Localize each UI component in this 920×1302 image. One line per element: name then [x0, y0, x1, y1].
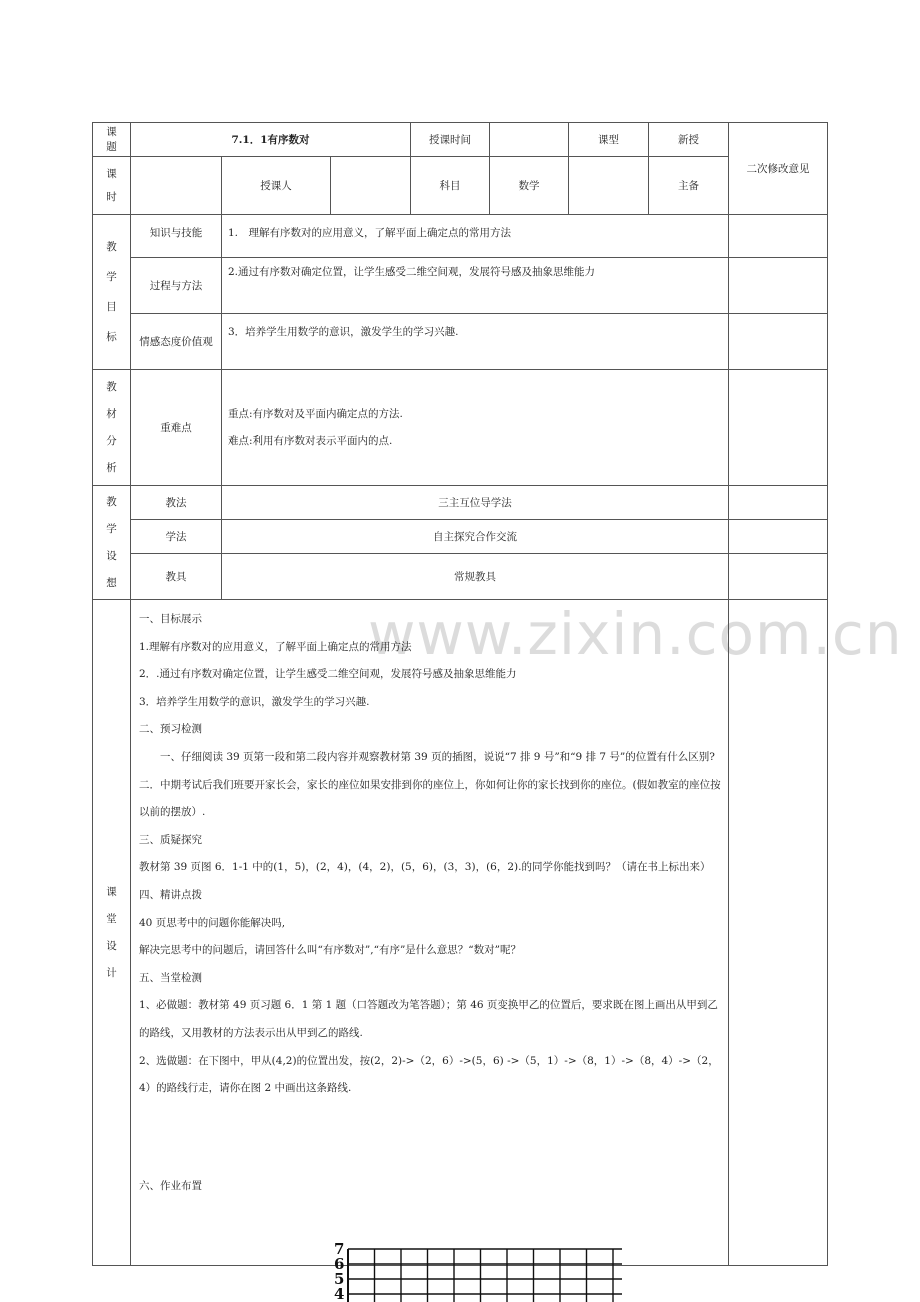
objective-row — [93, 215, 828, 258]
analysis-row — [93, 370, 828, 486]
coordinate-grid — [322, 1240, 622, 1302]
subject-value: 数学 — [490, 157, 569, 215]
design-line: 2、选做题：在下图中，甲从(4,2)的位置出发，按(2，2)->（2，6）->(5，6) ->（5，1）->（8，1）->（8，4）->（2，4）的路线行走，请你在图 2 中画出这条路线. — [139, 1054, 719, 1095]
blank-cell — [569, 157, 649, 215]
key-point: 重点:有序数对及平面内确定点的方法. — [228, 407, 403, 420]
design-line: 一、仔细阅读 39 页第一段和第二段内容并观察教材第 39 页的插图，说说“7 排 9 号”和“9 排 7 号”的位置有什么区别? — [160, 750, 715, 763]
design-line: 四、精讲点拨 — [139, 888, 202, 901]
objectives-label: 教学目标 — [106, 241, 117, 343]
revision-cell[interactable] — [729, 600, 828, 1266]
design-row — [93, 600, 828, 1266]
revision-cell[interactable] — [729, 215, 828, 258]
objective-name: 过程与方法 — [131, 258, 222, 314]
setup-name: 学法 — [131, 520, 222, 554]
setup-label-cell — [93, 486, 131, 600]
teacher-label: 授课人 — [222, 157, 331, 215]
objective-name: 情感态度价值观 — [131, 314, 222, 370]
revision-cell[interactable] — [729, 314, 828, 370]
analysis-label-cell — [93, 370, 131, 486]
revision-cell[interactable] — [729, 486, 828, 520]
setup-value: 三主互位导学法 — [222, 486, 729, 520]
design-line: 二、预习检测 — [139, 723, 202, 736]
period-value[interactable] — [131, 157, 222, 215]
objective-name: 知识与技能 — [131, 215, 222, 258]
setup-row — [93, 520, 828, 554]
revision-label: 二次修改意见 — [729, 123, 828, 215]
design-line: 教材第 39 页图 6．1-1 中的(1，5)，(2，4)，(4，2)，(5，6)，(3，3)，(6，2).的同学你能找到吗？（请在书上标出来） — [139, 861, 711, 874]
revision-cell[interactable] — [729, 520, 828, 554]
design-line: 六、作业布置 — [139, 1179, 202, 1192]
setup-row — [93, 554, 828, 600]
design-line: 三、质疑探究 — [139, 833, 202, 846]
teacher-value[interactable] — [331, 157, 411, 215]
grid-row-label: 6 — [334, 1255, 345, 1273]
watermark: www.zixin.com.cn — [368, 600, 903, 668]
setup-value: 常规教具 — [222, 554, 729, 600]
setup-label: 教学设想 — [106, 495, 117, 589]
period-label: 课时 — [106, 167, 117, 203]
revision-cell[interactable] — [729, 554, 828, 600]
design-line: 2．.通过有序数对确定位置，让学生感受二维空间观，发展符号感及抽象思维能力 — [139, 668, 517, 681]
design-spacer — [139, 1103, 722, 1173]
design-line: 40 页思考中的问题你能解决吗, — [139, 916, 286, 929]
analysis-label: 教材分析 — [106, 380, 117, 474]
lesson-plan-table — [92, 122, 828, 1266]
revision-cell[interactable] — [729, 258, 828, 314]
design-label: 课堂设计 — [106, 885, 117, 979]
lead-label: 主备 — [649, 157, 729, 215]
type-value: 新授 — [649, 123, 729, 157]
analysis-name: 重难点 — [131, 370, 222, 486]
difficult-point: 难点:利用有序数对表示平面内的点. — [228, 434, 393, 447]
design-content — [131, 600, 729, 1266]
period-label-cell — [93, 157, 131, 215]
setup-row — [93, 486, 828, 520]
setup-name: 教具 — [131, 554, 222, 600]
objective-text: 2.通过有序数对确定位置，让学生感受二维空间观，发展符号感及抽象思维能力 — [222, 258, 729, 314]
design-line: 一、目标展示 — [139, 613, 202, 625]
objectives-label-cell — [93, 215, 131, 370]
grid-row-label: 4 — [334, 1285, 345, 1302]
design-line: 1.理解有序数对的应用意义，了解平面上确定点的常用方法 — [139, 640, 412, 653]
design-line: 二．中期考试后我们班要开家长会，家长的座位如果安排到你的座位上，你如何让你的家长找到你的座位。(假如教室的座位按以前的摆放）. — [139, 778, 721, 819]
objective-text: 3．培养学生用数学的意识，激发学生的学习兴趣. — [222, 314, 729, 370]
time-value[interactable] — [490, 123, 569, 157]
setup-value: 自主探究合作交流 — [222, 520, 729, 554]
setup-name: 教法 — [131, 486, 222, 520]
time-label: 授课时间 — [411, 123, 490, 157]
topic-value: 7.1．1有序数对 — [131, 123, 411, 157]
design-line: 解决完思考中的问题后，请回答什么叫“有序数对”,“有序”是什么意思？“数对”呢？ — [139, 944, 522, 957]
design-line: 五、当堂检测 — [139, 971, 202, 984]
row-topic — [93, 123, 828, 157]
topic-label: 课题 — [106, 125, 117, 153]
analysis-content — [222, 370, 729, 486]
coordinate-grid-figure — [322, 1240, 622, 1302]
revision-cell[interactable] — [729, 370, 828, 486]
topic-label-cell — [93, 123, 131, 157]
grid-row-label: 7 — [334, 1240, 345, 1258]
design-line: 1、必做题：教材第 49 页习题 6．1 第 1 题（口答题改为笔答题）；第 46 页变换甲乙的位置后，要求既在图上画出从甲到乙的路线，又用教材的方法表示出从甲到乙的路线. — [139, 999, 718, 1039]
design-line: 3．培养学生用数学的意识，激发学生的学习兴趣. — [139, 695, 370, 708]
design-label-cell — [93, 600, 131, 1266]
objective-row — [93, 258, 828, 314]
objective-text: 1. 理解有序数对的应用意义，了解平面上确定点的常用方法 — [222, 215, 729, 258]
subject-label: 科目 — [411, 157, 490, 215]
objective-row — [93, 314, 828, 370]
row-period — [93, 157, 828, 215]
type-label: 课型 — [569, 123, 649, 157]
grid-row-label: 5 — [334, 1270, 345, 1288]
